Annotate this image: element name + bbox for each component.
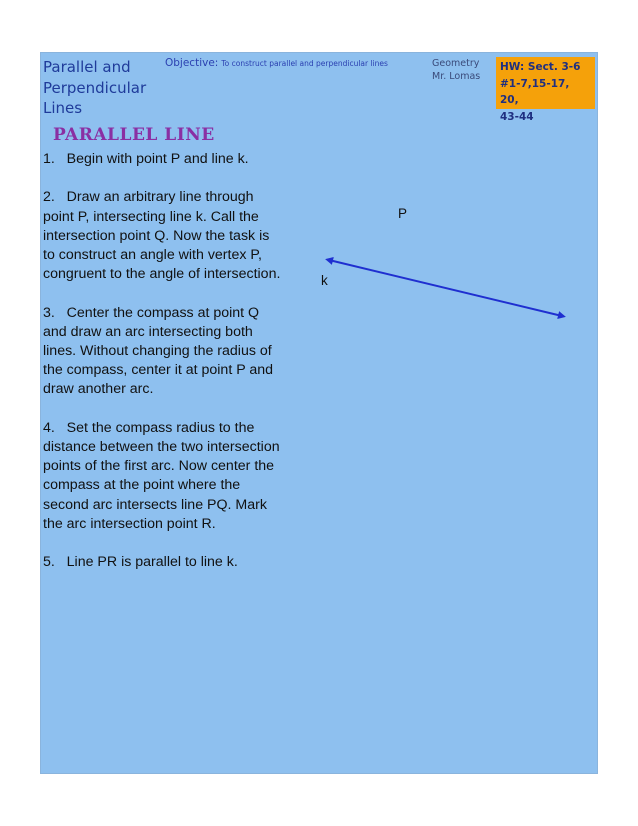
- step-list: [43, 150, 283, 592]
- step-item: [43, 188, 283, 284]
- step-text: Begin with point P and line k.: [66, 151, 249, 167]
- homework-line: HW: Sect. 3-6: [500, 61, 581, 73]
- section-title: PARALLEL LINE: [53, 125, 215, 145]
- line-k-label: k: [321, 273, 328, 288]
- objective: [165, 57, 388, 69]
- step-text: Line PR is parallel to line k.: [66, 554, 238, 571]
- homework-line: #1-7,15-17, 20,: [500, 77, 570, 106]
- course-info: [432, 58, 496, 83]
- course-name: Geometry: [432, 58, 480, 69]
- homework-line: 43-44: [500, 110, 534, 123]
- construction-figure: [300, 195, 580, 335]
- step-number: 4.: [43, 419, 55, 436]
- step-item: [43, 419, 283, 534]
- page-title: Parallel and Perpendicular Lines: [43, 58, 147, 117]
- teacher-name: Mr. Lomas: [432, 70, 481, 82]
- step-item: [43, 150, 283, 169]
- step-number: 3.: [43, 304, 55, 321]
- point-p-label: P: [398, 206, 408, 221]
- step-text: Set the compass radius to the distance between the two intersection points of the first arc. Now center the compass at the point where the second arc intersects line PQ. Mark the arc intersection point R.: [43, 419, 280, 532]
- objective-label: Objective:: [165, 57, 219, 69]
- objective-text: To construct parallel and perpendicular lines: [221, 59, 388, 68]
- step-number: 2.: [43, 189, 55, 206]
- step-item: [43, 304, 283, 400]
- step-item: [43, 553, 283, 572]
- step-text: Draw an arbitrary line through point P, intersecting line k. Call the intersection point Q. Now the task is to construct an angle with vertex P, congruent to the angle of intersection.: [43, 189, 281, 283]
- line-k: [329, 260, 562, 316]
- step-number: 5.: [43, 554, 55, 571]
- homework-box: [496, 57, 595, 123]
- step-number: 1.: [43, 151, 55, 167]
- step-text: Center the compass at point Q and draw an arc intersecting both lines. Without changing the radius of the compass, center it at point P and draw another arc.: [43, 304, 274, 398]
